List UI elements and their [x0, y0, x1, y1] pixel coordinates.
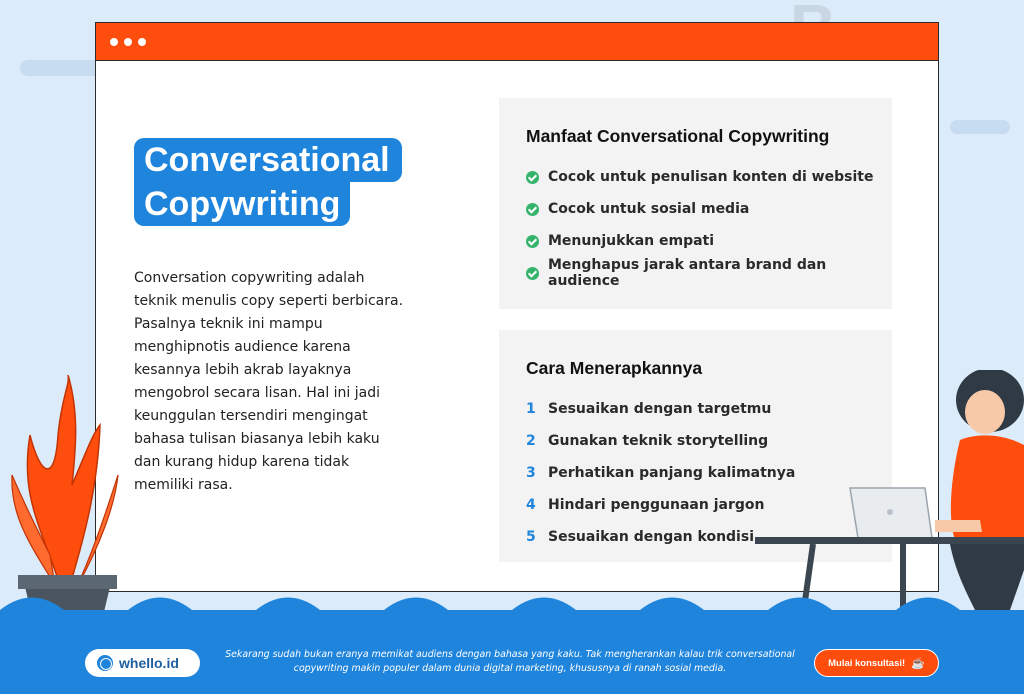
benefits-list — [526, 161, 892, 289]
brand-logo-text: whello.id — [119, 655, 179, 671]
list-item — [526, 225, 892, 257]
title-line-1: Conversational — [134, 138, 402, 182]
benefit-text: Menghapus jarak antara brand dan audience — [548, 257, 827, 289]
step-text: Sesuaikan dengan targetmu — [548, 401, 772, 417]
check-circle-icon — [526, 171, 539, 184]
brand-logo[interactable] — [85, 649, 200, 677]
check-circle-icon — [526, 235, 539, 248]
benefits-panel — [499, 98, 892, 309]
check-circle-icon — [526, 267, 539, 280]
globe-icon — [97, 655, 113, 671]
step-text: Perhatikan panjang kalimatnya — [548, 465, 796, 481]
coffee-cup-icon: ☕ — [911, 657, 925, 670]
step-text: Gunakan teknik storytelling — [548, 433, 769, 449]
window-titlebar — [96, 23, 938, 61]
check-circle-icon — [526, 203, 539, 216]
step-number: 5 — [526, 529, 536, 545]
benefits-heading: Manfaat Conversational Copywriting — [526, 126, 830, 146]
step-text: Sesuaikan dengan kondisi — [548, 529, 754, 545]
window-dot-icon — [124, 38, 132, 46]
list-item — [526, 161, 892, 193]
footer-text: Sekarang sudah bukan eranya memikat audiens dengan bahasa yang kaku. Tak mengherankan kalau trik conversational copywriting makin populer dalam dunia digital marketing, khususnya di ranah sosial media. — [225, 649, 795, 674]
list-item — [526, 257, 892, 289]
steps-heading: Cara Menerapkannya — [526, 358, 703, 378]
step-text: Hindari penggunaan jargon — [548, 497, 765, 513]
consultation-button-label: Mulai konsultasi! — [828, 657, 906, 669]
window-dot-icon — [138, 38, 146, 46]
benefit-text: Menunjukkan empati — [548, 233, 715, 249]
title-line-2: Copywriting — [134, 182, 350, 226]
window-dot-icon — [110, 38, 118, 46]
consultation-button[interactable] — [814, 649, 939, 677]
description-text: Conversation copywriting adalah teknik menulis copy seperti berbicara. Pasalnya teknik ini mampu menghipnotis audience karena kesannya lebih akrab layaknya mengobrol secara lisan. Hal ini jadi keunggulan tersendiri mengingat bahasa tulisan biasanya lebih kaku dan kurang hidup karena tidak memiliki rasa. — [134, 270, 404, 493]
step-number: 3 — [526, 465, 536, 481]
list-item — [526, 193, 892, 225]
benefit-text: Cocok untuk penulisan konten di website — [548, 169, 874, 185]
person-desk-illustration — [750, 370, 1024, 620]
benefit-text: Cocok untuk sosial media — [548, 201, 750, 217]
step-number: 1 — [526, 401, 536, 417]
page-title — [134, 138, 402, 226]
step-number: 2 — [526, 433, 536, 449]
step-number: 4 — [526, 497, 536, 513]
